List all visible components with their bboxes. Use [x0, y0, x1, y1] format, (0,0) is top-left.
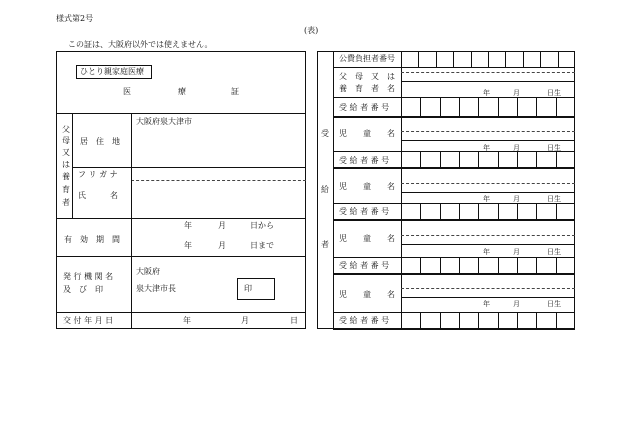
cert-title-char-3: 証	[231, 87, 239, 96]
guardian-dob-year: 年	[483, 89, 490, 97]
recipient-number-label-2: 受 給 者 番 号	[339, 156, 390, 165]
seal-box	[237, 278, 275, 300]
validity-label: 有 効 期 間	[64, 235, 120, 244]
recipient-number-label-1: 受 給 者 番 号	[339, 103, 390, 112]
child3-dob-month: 月	[513, 248, 520, 256]
child2-dob-year: 年	[483, 195, 490, 203]
guardian-name-label-1: 父 母 又 は	[339, 72, 395, 81]
side-label: (表)	[304, 26, 319, 35]
guardian-heading-6: 育	[62, 185, 70, 194]
furigana-label: フ リ ガ ナ	[78, 170, 118, 179]
validity-to-day: 日まで	[250, 241, 274, 250]
name-label: 氏 名	[78, 191, 118, 200]
recipient-heading-2: 給	[321, 185, 329, 194]
issuer-value-2: 泉大津市長	[136, 284, 176, 293]
issuer-label-2: 及 び 印	[63, 285, 103, 294]
child4-dob-month: 月	[513, 300, 520, 308]
program-badge-text: ひとり親家庭医療	[80, 67, 144, 76]
guardian-heading-7: 者	[62, 198, 70, 207]
address-value: 大阪府泉大津市	[136, 117, 192, 126]
guardian-heading-5: 養	[62, 172, 70, 181]
child-name-label-1: 児 童 名	[339, 129, 395, 138]
issue-date-month: 月	[241, 316, 249, 325]
cert-title-char-2: 療	[178, 87, 186, 96]
validity-to-month: 月	[218, 241, 226, 250]
child-name-label-3: 児 童 名	[339, 234, 395, 243]
guardian-heading-1: 父	[62, 125, 70, 134]
guardian-heading-4: は	[62, 160, 70, 169]
child1-dob-month: 月	[513, 144, 520, 152]
recipient-heading-1: 受	[321, 129, 329, 138]
guardian-heading-3: 又	[62, 148, 70, 157]
validity-to-year: 年	[184, 241, 192, 250]
child1-dob-day: 日生	[547, 144, 561, 152]
validity-from-year: 年	[184, 221, 192, 230]
seal-label: 印	[244, 284, 252, 293]
guardian-dob-day: 日生	[547, 89, 561, 97]
validity-from-month: 月	[218, 221, 226, 230]
cert-title-char-1: 医	[123, 87, 131, 96]
guardian-dob-month: 月	[513, 89, 520, 97]
issue-date-label: 交 付 年 月 日	[63, 316, 114, 325]
child1-dob-year: 年	[483, 144, 490, 152]
child-name-label-4: 児 童 名	[339, 290, 395, 299]
form-number: 様式第2号	[56, 14, 94, 23]
issuer-value-1: 大阪府	[136, 267, 160, 276]
child3-dob-year: 年	[483, 248, 490, 256]
child4-dob-day: 日生	[547, 300, 561, 308]
child4-dob-year: 年	[483, 300, 490, 308]
issue-date-year: 年	[183, 316, 191, 325]
recipient-number-label-3: 受 給 者 番 号	[339, 207, 390, 216]
guardian-name-label-2: 養 育 者 名	[339, 84, 395, 93]
burden-number-label: 公費負担者番号	[339, 54, 395, 63]
recipient-heading-3: 者	[321, 240, 329, 249]
issuer-label-1: 発 行 機 関 名	[63, 272, 114, 281]
address-label: 居 住 地	[80, 137, 120, 146]
child-name-label-2: 児 童 名	[339, 182, 395, 191]
guardian-heading-2: 母	[62, 136, 70, 145]
child2-dob-day: 日生	[547, 195, 561, 203]
issue-date-day: 日	[290, 316, 298, 325]
recipient-number-label-5: 受 給 者 番 号	[339, 316, 390, 325]
validity-from-day: 日から	[250, 221, 274, 230]
child2-dob-month: 月	[513, 195, 520, 203]
child3-dob-day: 日生	[547, 248, 561, 256]
recipient-number-label-4: 受 給 者 番 号	[339, 261, 390, 270]
usage-notice: この証は、大阪府以外では使えません。	[68, 40, 213, 49]
